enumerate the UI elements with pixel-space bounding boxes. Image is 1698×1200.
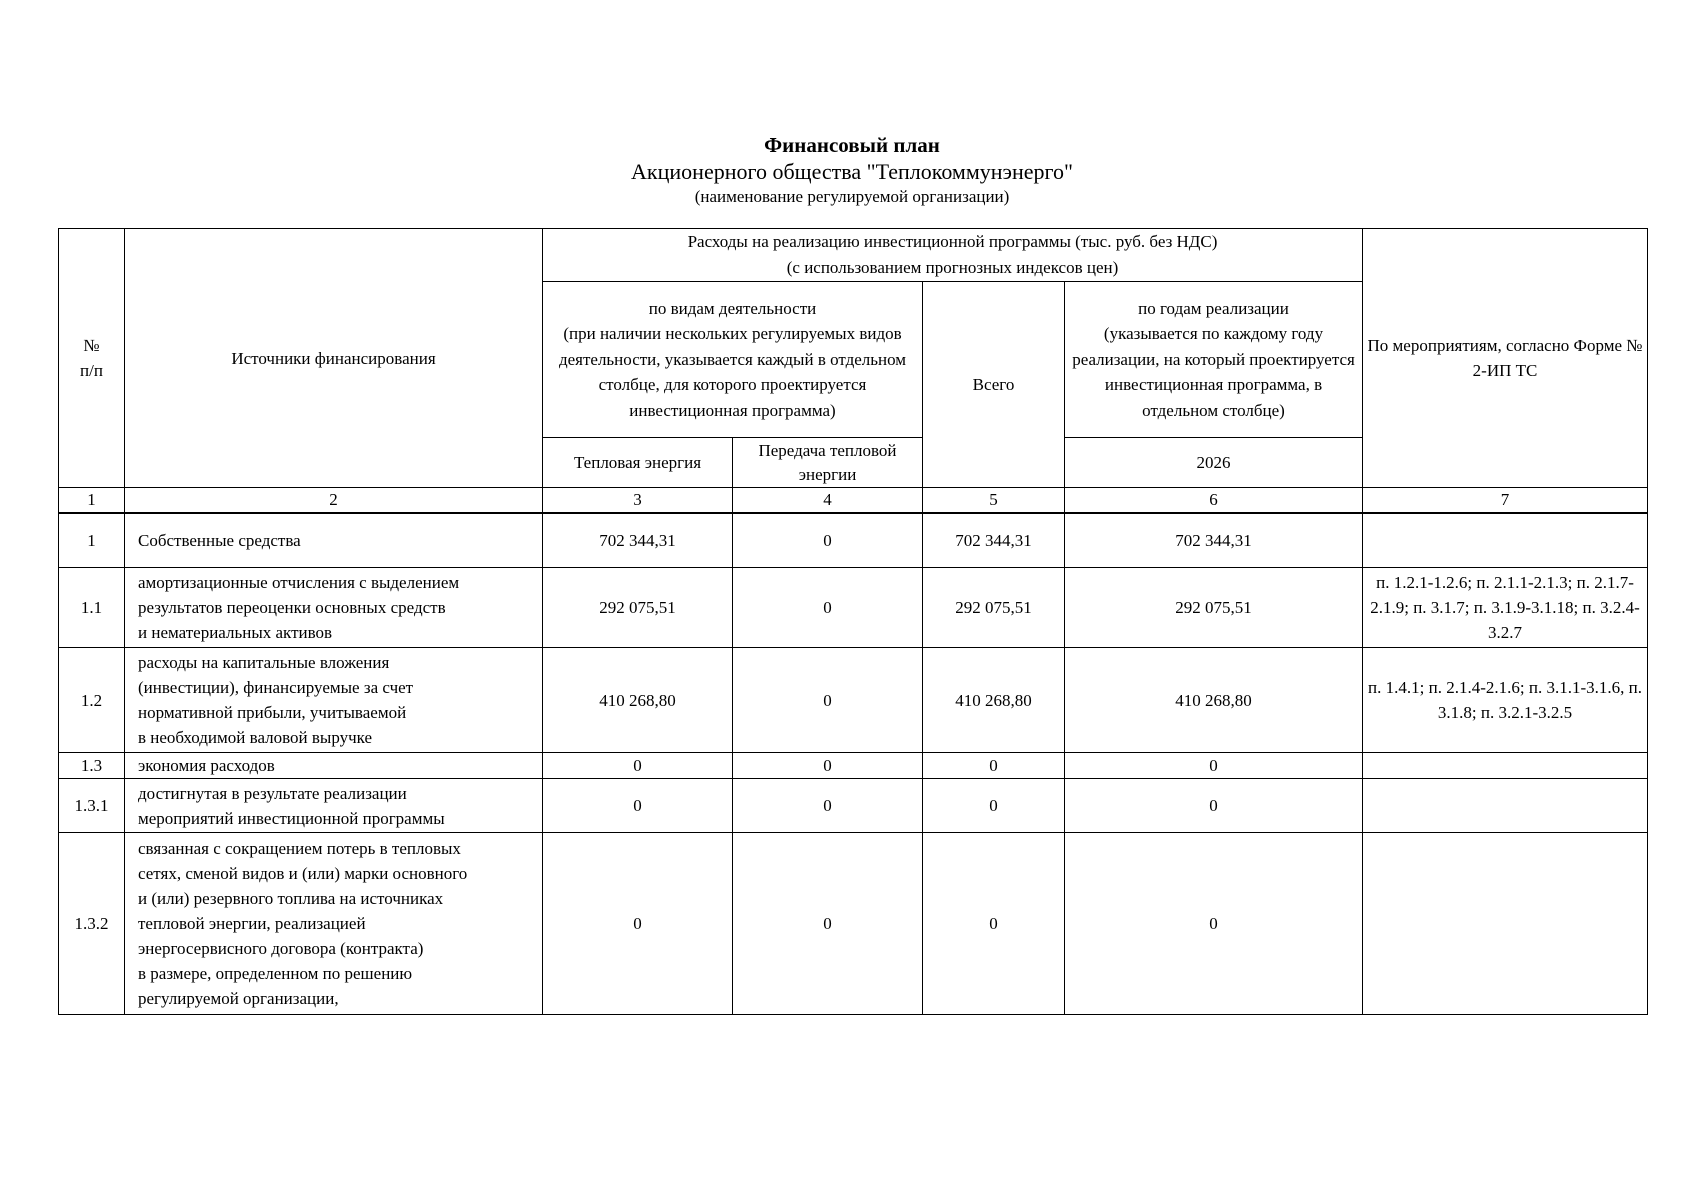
row-heat-energy: 0 [543, 779, 733, 833]
header-by-years: по годам реализации (указывается по каждому году реализации, на который проектируется инвестиционная программа, в отдельном столбце) [1065, 282, 1363, 438]
financial-plan-table [58, 228, 1648, 1015]
row-source: амортизационные отчисления с выделением результатов переоценки основных средств и нематериальных активов [125, 568, 543, 648]
row-measures [1363, 513, 1648, 568]
column-number-7: 7 [1363, 488, 1648, 513]
row-source: Собственные средства [125, 513, 543, 568]
table-row [59, 833, 1648, 1015]
table-row [59, 513, 1648, 568]
header-heat-transfer: Передача тепловой энергии [733, 438, 923, 488]
row-year-2026: 0 [1065, 833, 1363, 1015]
row-number: 1.2 [59, 648, 125, 753]
row-number: 1.3.1 [59, 779, 125, 833]
document-header [58, 132, 1646, 208]
row-number: 1.3.2 [59, 833, 125, 1015]
row-total: 410 268,80 [923, 648, 1065, 753]
table-row [59, 753, 1648, 779]
row-heat-energy: 0 [543, 833, 733, 1015]
organization-caption: (наименование регулируемой организации) [694, 187, 1010, 206]
row-measures [1363, 753, 1648, 779]
row-heat-energy: 0 [543, 753, 733, 779]
row-source: связанная с сокращением потерь в тепловых сетях, сменой видов и (или) марки основного и (или) резервного топлива на источниках тепловой энергии, реализацией энергосервисного договора (контракта) в размере, определенном по решению регулируемой организации, [125, 833, 543, 1015]
row-year-2026: 702 344,31 [1065, 513, 1363, 568]
header-year: 2026 [1065, 438, 1363, 488]
header-number: № п/п [59, 229, 125, 488]
row-measures [1363, 779, 1648, 833]
row-total: 292 075,51 [923, 568, 1065, 648]
header-sources: Источники финансирования [125, 229, 543, 488]
column-number-3: 3 [543, 488, 733, 513]
table-row [59, 568, 1648, 648]
header-expenses: Расходы на реализацию инвестиционной программы (тыс. руб. без НДС) (с использованием прогнозных индексов цен) [543, 229, 1363, 282]
row-total: 0 [923, 779, 1065, 833]
row-year-2026: 0 [1065, 779, 1363, 833]
row-heat-transfer: 0 [733, 753, 923, 779]
column-number-1: 1 [59, 488, 125, 513]
table-row [59, 779, 1648, 833]
row-measures [1363, 833, 1648, 1015]
column-number-6: 6 [1065, 488, 1363, 513]
row-number: 1 [59, 513, 125, 568]
row-source: достигнутая в результате реализации мероприятий инвестиционной программы [125, 779, 543, 833]
row-total: 0 [923, 753, 1065, 779]
row-source: расходы на капитальные вложения (инвестиции), финансируемые за счет нормативной прибыли, учитываемой в необходимой валовой выручке [125, 648, 543, 753]
row-measures: п. 1.2.1-1.2.6; п. 2.1.1-2.1.3; п. 2.1.7-2.1.9; п. 3.1.7; п. 3.1.9-3.1.18; п. 3.2.4-3.2.7 [1363, 568, 1648, 648]
column-number-5: 5 [923, 488, 1065, 513]
row-number: 1.3 [59, 753, 125, 779]
row-year-2026: 410 268,80 [1065, 648, 1363, 753]
row-heat-energy: 702 344,31 [543, 513, 733, 568]
row-heat-energy: 292 075,51 [543, 568, 733, 648]
row-year-2026: 292 075,51 [1065, 568, 1363, 648]
column-number-2: 2 [125, 488, 543, 513]
row-total: 702 344,31 [923, 513, 1065, 568]
header-heat-energy: Тепловая энергия [543, 438, 733, 488]
header-by-activity: по видам деятельности (при наличии нескольких регулируемых видов деятельности, указывается каждый в отдельном столбце, для которого проектируется инвестиционная программа) [543, 282, 923, 438]
row-heat-transfer: 0 [733, 779, 923, 833]
row-year-2026: 0 [1065, 753, 1363, 779]
row-heat-transfer: 0 [733, 833, 923, 1015]
row-heat-energy: 410 268,80 [543, 648, 733, 753]
header-total: Всего [923, 282, 1065, 488]
organization-name: Акционерного общества "Теплокоммунэнерго" [631, 159, 1073, 184]
row-heat-transfer: 0 [733, 568, 923, 648]
document-title: Финансовый план [764, 133, 940, 157]
row-measures: п. 1.4.1; п. 2.1.4-2.1.6; п. 3.1.1-3.1.6, п. 3.1.8; п. 3.2.1-3.2.5 [1363, 648, 1648, 753]
column-number-4: 4 [733, 488, 923, 513]
row-heat-transfer: 0 [733, 648, 923, 753]
header-measures: По мероприятиям, согласно Форме № 2-ИП ТС [1363, 229, 1648, 488]
row-source: экономия расходов [125, 753, 543, 779]
table-row [59, 648, 1648, 753]
row-total: 0 [923, 833, 1065, 1015]
row-number: 1.1 [59, 568, 125, 648]
row-heat-transfer: 0 [733, 513, 923, 568]
